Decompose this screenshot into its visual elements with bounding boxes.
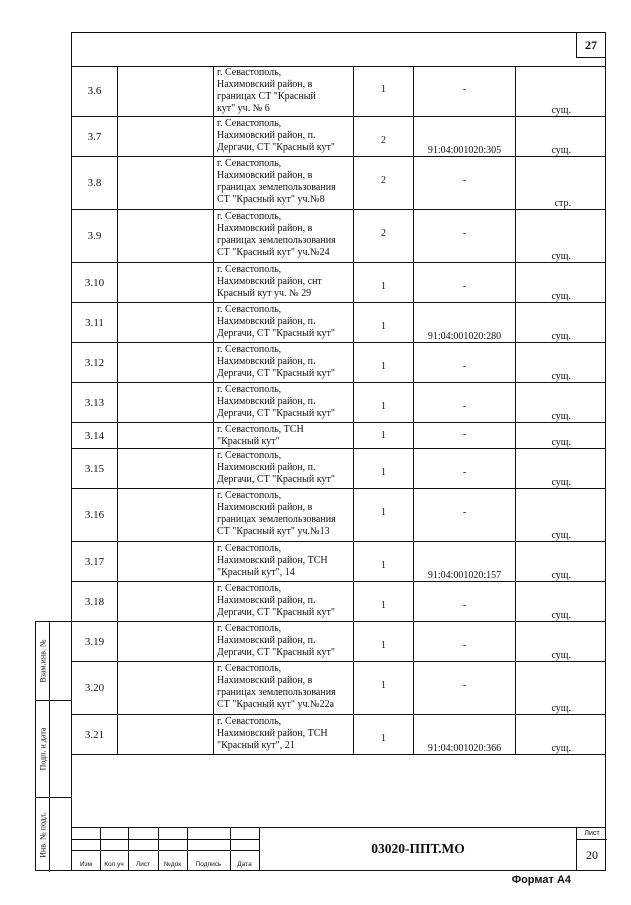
row-cadastral [413, 423, 515, 448]
row-number: 3.12 [84, 356, 105, 369]
row-address: г. Севастополь, Нахимовский район, п. Дергачи, СТ "Красный кут" [213, 303, 353, 342]
revision-label: Лист [135, 861, 151, 868]
table-row [72, 715, 605, 755]
row-cadastral-dash: - [462, 600, 467, 611]
row-cadastral-number: 91:04:001020:157 [427, 570, 502, 581]
row-address: г. Севастополь, Нахимовский район, снт Красный кут уч. № 29 [213, 263, 353, 302]
stamp-podp-label [36, 701, 50, 797]
row-quantity: 1 [353, 542, 413, 581]
row-address: г. Севастополь, Нахимовский район, ТСН "Красный кут", 14 [213, 542, 353, 581]
row-blank-cell [117, 662, 213, 714]
row-cadastral-number: 91:04:001020:280 [427, 331, 502, 342]
row-cadastral-dash: - [462, 84, 467, 95]
row-status-text: сущ. [551, 251, 571, 262]
row-address: г. Севастополь, Нахимовский район, п. Дергачи, СТ "Красный кут" [213, 383, 353, 422]
row-quantity: 1 [353, 66, 413, 116]
row-cadastral-dash: - [462, 467, 467, 478]
row-cadastral [413, 715, 515, 754]
document-code: 03020-ППТ.МО [259, 828, 576, 870]
sheet-label: Лист [577, 828, 607, 840]
row-status [515, 582, 607, 621]
row-status-text: сущ. [551, 530, 571, 541]
format-label: Формат А4 [511, 874, 571, 886]
row-cadastral-dash: - [462, 361, 467, 372]
row-address: г. Севастополь, Нахимовский район, в границах СТ "Красный кут" уч. № 6 [213, 66, 353, 116]
sheet-number: 20 [586, 847, 598, 862]
row-address: г. Севастополь, Нахимовский район, п. Дергачи, СТ "Красный кут" [213, 622, 353, 661]
row-status-text: сущ. [551, 105, 571, 116]
row-quantity: 1 [353, 263, 413, 302]
row-status [515, 117, 607, 156]
revision-label: №док [163, 861, 182, 868]
row-blank-cell [117, 582, 213, 621]
stamp-vzam-text: Взам.инв. № [38, 639, 47, 683]
row-status-text: сущ. [551, 411, 571, 422]
row-status [515, 449, 607, 488]
row-cadastral-dash: - [462, 401, 467, 412]
row-status-text: сущ. [551, 570, 571, 581]
row-cadastral [413, 542, 515, 581]
row-status-text: сущ. [551, 145, 571, 156]
row-status [515, 662, 607, 714]
stamp-inv [36, 798, 72, 872]
row-number: 3.6 [87, 85, 102, 97]
row-cadastral [413, 582, 515, 621]
stamp-inv-label [36, 798, 50, 872]
row-quantity: 1 [353, 622, 413, 661]
row-number: 3.13 [84, 396, 105, 409]
stamp-vzam [36, 622, 72, 701]
row-number: 3.10 [84, 276, 105, 289]
table-row [72, 66, 605, 117]
row-address: г. Севастополь, Нахимовский район, п. Дергачи, СТ "Красный кут" [213, 343, 353, 382]
row-status-text: сущ. [551, 650, 571, 661]
top-page-number: 27 [576, 32, 606, 58]
row-cadastral [413, 383, 515, 422]
table-row [72, 449, 605, 489]
table-row [72, 489, 605, 542]
row-quantity: 1 [353, 582, 413, 621]
row-status-text: сущ. [551, 477, 571, 488]
row-status [515, 622, 607, 661]
row-status-text: стр. [554, 198, 571, 209]
revision-label: Дата [237, 861, 252, 868]
row-status [515, 715, 607, 754]
table-row [72, 423, 605, 449]
row-blank-cell [117, 66, 213, 116]
row-cadastral [413, 66, 515, 116]
row-cadastral-number: 91:04:001020:366 [427, 743, 502, 754]
row-number: 3.17 [84, 555, 105, 568]
row-cadastral [413, 662, 515, 714]
row-number: 3.20 [84, 682, 105, 694]
row-cadastral-dash: - [462, 640, 467, 651]
stamp-podp [36, 701, 72, 798]
row-blank-cell [117, 489, 213, 541]
revision-label: Изм [79, 861, 93, 868]
table-row [72, 582, 605, 622]
row-status [515, 423, 607, 448]
row-blank-cell [117, 303, 213, 342]
row-status-text: сущ. [551, 610, 571, 621]
row-quantity: 1 [353, 489, 413, 541]
row-status [515, 210, 607, 262]
row-blank-cell [117, 449, 213, 488]
row-number: 3.14 [84, 429, 105, 442]
row-address: г. Севастополь, Нахимовский район, п. Дергачи, СТ "Красный кут" [213, 117, 353, 156]
row-quantity: 1 [353, 343, 413, 382]
row-number: 3.19 [84, 635, 105, 648]
row-number: 3.16 [84, 509, 105, 521]
row-cadastral [413, 303, 515, 342]
row-quantity: 1 [353, 662, 413, 714]
row-cadastral [413, 343, 515, 382]
row-quantity: 1 [353, 449, 413, 488]
drawing-frame [71, 32, 606, 871]
row-status [515, 489, 607, 541]
row-cadastral [413, 449, 515, 488]
stamp-inv-text: Инв. № подл. [38, 812, 47, 858]
row-status-text: сущ. [551, 291, 571, 302]
row-address: г. Севастополь, Нахимовский район, в границах землепользования СТ "Красный кут" уч.№13 [213, 489, 353, 541]
stamp-podp-text: Подп. и дата [38, 727, 47, 771]
row-cadastral-dash: - [462, 228, 467, 239]
revision-grid [72, 828, 259, 870]
row-cadastral-number: 91:04:001020:305 [427, 145, 502, 156]
row-status-text: сущ. [551, 743, 571, 754]
margin-stamps [35, 621, 71, 871]
row-status [515, 542, 607, 581]
row-status-text: сущ. [551, 331, 571, 342]
row-status [515, 157, 607, 209]
row-blank-cell [117, 383, 213, 422]
row-status [515, 263, 607, 302]
row-quantity: 1 [353, 423, 413, 448]
table-row [72, 117, 605, 157]
row-quantity: 2 [353, 117, 413, 156]
table-row [72, 542, 605, 582]
row-cadastral [413, 263, 515, 302]
row-blank-cell [117, 263, 213, 302]
row-cadastral [413, 117, 515, 156]
row-cadastral [413, 210, 515, 262]
stamp-vzam-label [36, 622, 50, 700]
row-cadastral-dash: - [462, 507, 467, 518]
table-row [72, 343, 605, 383]
row-cadastral-dash: - [462, 429, 467, 440]
table-row [72, 263, 605, 303]
row-blank-cell [117, 423, 213, 448]
row-cadastral [413, 489, 515, 541]
sheet-header [72, 33, 605, 66]
row-blank-cell [117, 622, 213, 661]
table-row [72, 622, 605, 662]
row-status [515, 383, 607, 422]
row-address: г. Севастополь, ТСН "Красный кут" [213, 423, 353, 448]
row-number: 3.7 [87, 130, 102, 143]
revision-label: Подпись [195, 861, 222, 868]
row-address: г. Севастополь, Нахимовский район, в границах землепользования СТ "Красный кут" уч.№22а [213, 662, 353, 714]
row-quantity: 2 [353, 210, 413, 262]
table-row [72, 383, 605, 423]
row-quantity: 1 [353, 383, 413, 422]
row-blank-cell [117, 117, 213, 156]
row-number: 3.18 [84, 595, 105, 608]
title-block [72, 827, 605, 870]
row-quantity: 1 [353, 715, 413, 754]
row-quantity: 2 [353, 157, 413, 209]
table-row [72, 662, 605, 715]
row-status-text: сущ. [551, 703, 571, 714]
row-number: 3.8 [87, 177, 102, 189]
row-address: г. Севастополь, Нахимовский район, п. Дергачи, СТ "Красный кут" [213, 449, 353, 488]
row-cadastral [413, 157, 515, 209]
row-status [515, 303, 607, 342]
row-cadastral-dash: - [462, 281, 467, 292]
row-cadastral-dash: - [462, 680, 467, 691]
row-number: 3.9 [87, 230, 102, 242]
table-row [72, 210, 605, 263]
row-address: г. Севастополь, Нахимовский район, в границах землепользования СТ "Красный кут" уч.№24 [213, 210, 353, 262]
row-blank-cell [117, 210, 213, 262]
row-address: г. Севастополь, Нахимовский район, п. Дергачи, СТ "Красный кут" [213, 582, 353, 621]
revision-label: Кол уч [104, 861, 124, 868]
row-number: 3.15 [84, 462, 105, 475]
row-blank-cell [117, 157, 213, 209]
row-blank-cell [117, 542, 213, 581]
row-blank-cell [117, 715, 213, 754]
row-quantity: 1 [353, 303, 413, 342]
table-row [72, 303, 605, 343]
row-status-text: сущ. [551, 437, 571, 448]
row-status [515, 66, 607, 116]
row-address: г. Севастополь, Нахимовский район, ТСН "Красный кут", 21 [213, 715, 353, 754]
row-blank-cell [117, 343, 213, 382]
row-cadastral-dash: - [462, 175, 467, 186]
table-row [72, 157, 605, 210]
row-status [515, 343, 607, 382]
row-status-text: сущ. [551, 371, 571, 382]
row-number: 3.11 [85, 316, 104, 329]
sheet-cell [576, 828, 607, 870]
row-number: 3.21 [84, 728, 105, 741]
row-address: г. Севастополь, Нахимовский район, в границах землепользования СТ "Красный кут" уч.№8 [213, 157, 353, 209]
row-cadastral [413, 622, 515, 661]
